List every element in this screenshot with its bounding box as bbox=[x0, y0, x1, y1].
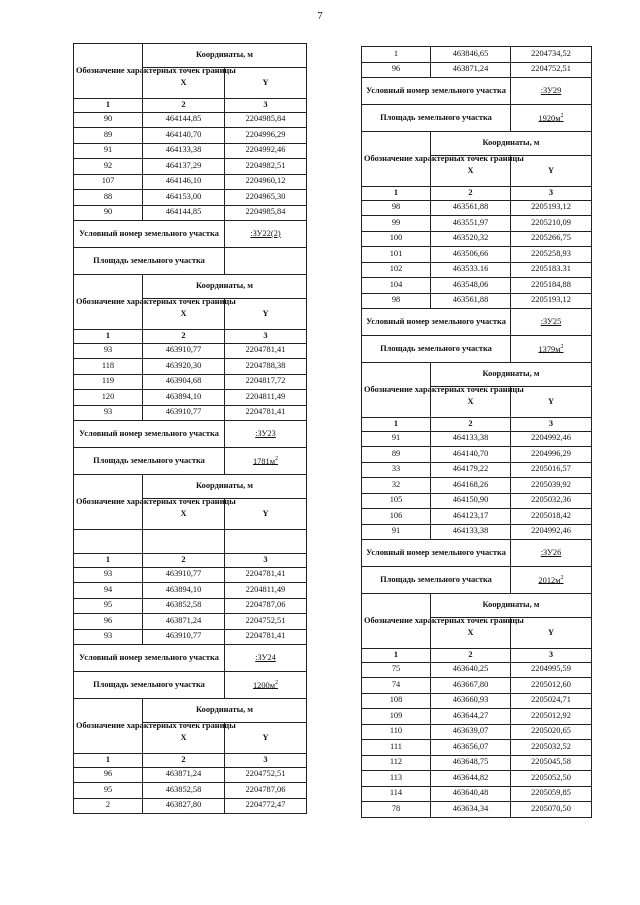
table-cell: 101 bbox=[362, 247, 431, 263]
table-header-row bbox=[74, 44, 307, 68]
table-row bbox=[362, 802, 592, 818]
table-cell: 98 bbox=[362, 293, 431, 309]
table-row bbox=[362, 462, 592, 478]
cond-number-row bbox=[362, 309, 592, 336]
table-cell: 1 bbox=[74, 330, 143, 344]
table-cell: 464168,26 bbox=[431, 478, 511, 494]
table-cell: 2204788,38 bbox=[225, 359, 307, 375]
table-row bbox=[74, 583, 307, 599]
table-row bbox=[74, 343, 307, 359]
table-cell: 2204811,49 bbox=[225, 583, 307, 599]
designation-header: Обозначение характерных точек границы bbox=[362, 132, 431, 187]
table-row bbox=[362, 493, 592, 509]
table-cell: 2204734,52 bbox=[511, 47, 592, 63]
table-row bbox=[74, 159, 307, 175]
table-cell: 2205032,52 bbox=[511, 740, 592, 756]
cond-number-label: Условный номер земельного участка bbox=[74, 421, 225, 448]
column-number-row bbox=[362, 418, 592, 432]
table-row bbox=[362, 509, 592, 525]
table-cell: 113 bbox=[362, 771, 431, 787]
area-value bbox=[225, 248, 307, 275]
area-label: Площадь земельного участка bbox=[74, 448, 225, 475]
table-row bbox=[362, 662, 592, 678]
table-cell: 464144,85 bbox=[143, 205, 225, 221]
table-row bbox=[74, 598, 307, 614]
table-cell: 32 bbox=[362, 478, 431, 494]
table-cell: 2204781,41 bbox=[225, 567, 307, 583]
coords-header: Координаты, м bbox=[431, 132, 592, 156]
table-cell: 463852,58 bbox=[143, 598, 225, 614]
table-cell: 90 bbox=[74, 112, 143, 128]
table-row bbox=[74, 783, 307, 799]
table-row bbox=[362, 47, 592, 63]
table-cell: 2204982,51 bbox=[225, 159, 307, 175]
table-header-row bbox=[362, 594, 592, 618]
table-cell: 463871,24 bbox=[431, 62, 511, 78]
y-header: Y bbox=[225, 723, 307, 754]
table-row bbox=[74, 629, 307, 645]
table-cell: 3 bbox=[511, 418, 592, 432]
area-value: $1200м^2$ bbox=[225, 672, 307, 699]
table-cell: 96 bbox=[362, 62, 431, 78]
table-cell: 464123,17 bbox=[431, 509, 511, 525]
table-cell: 1 bbox=[362, 187, 431, 201]
table-cell: 2204992,46 bbox=[511, 431, 592, 447]
y-header: Y bbox=[225, 68, 307, 99]
table-cell: 463644,27 bbox=[431, 709, 511, 725]
cond-number-value: :ЗУ24 bbox=[225, 645, 307, 672]
table-cell: 100 bbox=[362, 231, 431, 247]
table-cell: 93 bbox=[74, 567, 143, 583]
table-row bbox=[362, 709, 592, 725]
cond-number-label: Условный номер земельного участка bbox=[362, 309, 511, 336]
table-cell: 3 bbox=[511, 187, 592, 201]
table-row bbox=[362, 724, 592, 740]
table-cell: 2205183.31 bbox=[511, 262, 592, 278]
table-cell: 104 bbox=[362, 278, 431, 294]
table-cell: 463640,48 bbox=[431, 786, 511, 802]
table-cell: 2205210,09 bbox=[511, 216, 592, 232]
table-cell: 464133,38 bbox=[143, 143, 225, 159]
y-header: Y bbox=[225, 299, 307, 330]
area-row bbox=[362, 105, 592, 132]
x-header: X bbox=[143, 299, 225, 330]
table-cell bbox=[225, 530, 307, 554]
table-cell: 92 bbox=[74, 159, 143, 175]
table-row bbox=[362, 524, 592, 540]
right-coordinates-table bbox=[361, 46, 592, 818]
table-cell: 2205258,93 bbox=[511, 247, 592, 263]
table-cell: 2204752,51 bbox=[511, 62, 592, 78]
table-row bbox=[74, 767, 307, 783]
table-cell: 2204781,41 bbox=[225, 629, 307, 645]
table-cell: 463846,65 bbox=[431, 47, 511, 63]
area-label: Площадь земельного участка bbox=[362, 336, 511, 363]
table-cell: 1 bbox=[362, 47, 431, 63]
table-cell: 3 bbox=[225, 330, 307, 344]
area-row bbox=[362, 567, 592, 594]
table-cell: 463548,06 bbox=[431, 278, 511, 294]
table-cell: 1 bbox=[362, 649, 431, 663]
table-cell: 91 bbox=[74, 143, 143, 159]
table-cell: 463648,75 bbox=[431, 755, 511, 771]
table-cell: 463561,88 bbox=[431, 293, 511, 309]
table-cell: 2204781,41 bbox=[225, 405, 307, 421]
table-cell: 2205032,36 bbox=[511, 493, 592, 509]
table-cell: 102 bbox=[362, 262, 431, 278]
designation-header: Обозначение характерных точек границы bbox=[74, 44, 143, 99]
table-cell: 1 bbox=[74, 754, 143, 768]
table-cell: 464133,38 bbox=[431, 431, 511, 447]
table-cell: 463871,24 bbox=[143, 767, 225, 783]
table-header-row bbox=[74, 275, 307, 299]
table-row bbox=[362, 678, 592, 694]
table-cell: 463551,97 bbox=[431, 216, 511, 232]
table-cell: 108 bbox=[362, 693, 431, 709]
coords-header: Координаты, м bbox=[143, 475, 307, 499]
area-label: Площадь земельного участка bbox=[74, 672, 225, 699]
area-value: $1379м^2$ bbox=[511, 336, 592, 363]
table-row bbox=[74, 798, 307, 814]
table-cell: 2205024,71 bbox=[511, 693, 592, 709]
table-cell: 463561,88 bbox=[431, 200, 511, 216]
table-cell: 464146,10 bbox=[143, 174, 225, 190]
cond-number-row bbox=[74, 221, 307, 248]
table-cell: 2204817,72 bbox=[225, 374, 307, 390]
table-cell: 107 bbox=[74, 174, 143, 190]
table-cell: 2204996,29 bbox=[225, 128, 307, 144]
table-cell: 96 bbox=[74, 767, 143, 783]
designation-header: Обозначение характерных точек границы bbox=[362, 363, 431, 418]
table-cell: 463656,07 bbox=[431, 740, 511, 756]
table-cell: 95 bbox=[74, 783, 143, 799]
table-cell: 93 bbox=[74, 343, 143, 359]
table-cell: 464137,29 bbox=[143, 159, 225, 175]
table-row bbox=[362, 693, 592, 709]
table-row bbox=[362, 447, 592, 463]
table-row bbox=[362, 231, 592, 247]
table-cell: 91 bbox=[362, 431, 431, 447]
table-cell: 2204787,06 bbox=[225, 598, 307, 614]
table-cell: 105 bbox=[362, 493, 431, 509]
coords-header: Координаты, м bbox=[143, 44, 307, 68]
x-header: X bbox=[431, 387, 511, 418]
table-cell: 2204787,06 bbox=[225, 783, 307, 799]
table-cell: 464150,90 bbox=[431, 493, 511, 509]
coords-header: Координаты, м bbox=[431, 594, 592, 618]
coords-header: Координаты, м bbox=[143, 275, 307, 299]
table-row bbox=[362, 755, 592, 771]
table-cell: 2 bbox=[143, 554, 225, 568]
table-cell: 2 bbox=[143, 754, 225, 768]
table-cell: 463894,10 bbox=[143, 583, 225, 599]
table-cell: 2204985,84 bbox=[225, 205, 307, 221]
table-cell: 2205020,65 bbox=[511, 724, 592, 740]
table-header-row bbox=[74, 475, 307, 499]
blank-row bbox=[74, 530, 307, 554]
column-number-row bbox=[362, 187, 592, 201]
table-cell: 88 bbox=[74, 190, 143, 206]
table-cell: 2205070,50 bbox=[511, 802, 592, 818]
table-cell: 114 bbox=[362, 786, 431, 802]
cond-number-label: Условный номер земельного участка bbox=[362, 78, 511, 105]
table-cell: 2205266,75 bbox=[511, 231, 592, 247]
column-number-row bbox=[74, 99, 307, 113]
table-cell: 112 bbox=[362, 755, 431, 771]
table-row bbox=[74, 112, 307, 128]
table-cell: 463910,77 bbox=[143, 567, 225, 583]
table-cell: 2205045,58 bbox=[511, 755, 592, 771]
table-cell: 463634,34 bbox=[431, 802, 511, 818]
table-row bbox=[362, 247, 592, 263]
table-row bbox=[362, 786, 592, 802]
area-label: Площадь земельного участка bbox=[362, 105, 511, 132]
table-cell: 2 bbox=[431, 649, 511, 663]
table-cell: 2205012,92 bbox=[511, 709, 592, 725]
left-coordinates-table bbox=[73, 43, 307, 814]
table-cell: 91 bbox=[362, 524, 431, 540]
table-cell: 463852,58 bbox=[143, 783, 225, 799]
coords-header: Координаты, м bbox=[143, 699, 307, 723]
table-cell: 1 bbox=[74, 99, 143, 113]
table-row bbox=[74, 190, 307, 206]
table-cell: 463660,93 bbox=[431, 693, 511, 709]
table-header-row bbox=[362, 363, 592, 387]
table-cell: 2205193,12 bbox=[511, 293, 592, 309]
coords-header: Координаты, м bbox=[431, 363, 592, 387]
table-cell: 463910,77 bbox=[143, 629, 225, 645]
cond-number-row bbox=[74, 645, 307, 672]
table-cell: 3 bbox=[225, 554, 307, 568]
table-cell: 118 bbox=[74, 359, 143, 375]
table-cell: 2 bbox=[431, 187, 511, 201]
table-cell: 2204996,29 bbox=[511, 447, 592, 463]
table-row bbox=[362, 771, 592, 787]
table-cell: 464179,22 bbox=[431, 462, 511, 478]
table-cell: 2204995,59 bbox=[511, 662, 592, 678]
table-row bbox=[74, 390, 307, 406]
table-cell: 464140,70 bbox=[431, 447, 511, 463]
table-row bbox=[74, 567, 307, 583]
table-cell: 90 bbox=[74, 205, 143, 221]
table-cell: 463667,80 bbox=[431, 678, 511, 694]
designation-header: Обозначение характерных точек границы bbox=[74, 275, 143, 330]
table-cell: 2204752,51 bbox=[225, 614, 307, 630]
table-cell: 2 bbox=[143, 99, 225, 113]
x-header: X bbox=[143, 499, 225, 530]
y-header: Y bbox=[225, 499, 307, 530]
table-cell: 98 bbox=[362, 200, 431, 216]
table-cell: 2204960,12 bbox=[225, 174, 307, 190]
table-cell: 463894,10 bbox=[143, 390, 225, 406]
table-cell: 2204992,46 bbox=[225, 143, 307, 159]
table-cell: 74 bbox=[362, 678, 431, 694]
table-cell: 2204965,30 bbox=[225, 190, 307, 206]
cond-number-row bbox=[74, 421, 307, 448]
table-row bbox=[362, 278, 592, 294]
table-cell: 464144,85 bbox=[143, 112, 225, 128]
x-header: X bbox=[431, 618, 511, 649]
table-cell: 463639,07 bbox=[431, 724, 511, 740]
table-row bbox=[362, 293, 592, 309]
table-cell: 463910,77 bbox=[143, 405, 225, 421]
cond-number-value: :ЗУ26 bbox=[511, 540, 592, 567]
table-cell: 2204985,84 bbox=[225, 112, 307, 128]
y-header: Y bbox=[511, 618, 592, 649]
table-cell: 106 bbox=[362, 509, 431, 525]
table-cell: 464153,00 bbox=[143, 190, 225, 206]
table-cell: 111 bbox=[362, 740, 431, 756]
table-cell: 464140,70 bbox=[143, 128, 225, 144]
area-row bbox=[74, 248, 307, 275]
table-row bbox=[74, 405, 307, 421]
table-cell: 463520,32 bbox=[431, 231, 511, 247]
table-cell: 463640,25 bbox=[431, 662, 511, 678]
area-value: $1920м^2$ bbox=[511, 105, 592, 132]
cond-number-label: Условный номер земельного участка bbox=[74, 645, 225, 672]
table-cell: 75 bbox=[362, 662, 431, 678]
area-value: $1781м^2$ bbox=[225, 448, 307, 475]
table-cell: 3 bbox=[225, 99, 307, 113]
page-number: 7 bbox=[317, 10, 323, 22]
table-cell: 33 bbox=[362, 462, 431, 478]
table-cell: 1 bbox=[362, 418, 431, 432]
table-header-row bbox=[362, 132, 592, 156]
table-row bbox=[362, 262, 592, 278]
table-cell: 93 bbox=[74, 405, 143, 421]
area-row bbox=[74, 672, 307, 699]
table-cell: 78 bbox=[362, 802, 431, 818]
table-header-row bbox=[74, 699, 307, 723]
table-row bbox=[362, 431, 592, 447]
table-cell: 463920,30 bbox=[143, 359, 225, 375]
cond-number-row bbox=[362, 78, 592, 105]
table-cell bbox=[143, 530, 225, 554]
table-cell: 109 bbox=[362, 709, 431, 725]
table-cell: 120 bbox=[74, 390, 143, 406]
column-number-row bbox=[362, 649, 592, 663]
table-row bbox=[74, 143, 307, 159]
table-cell: 94 bbox=[74, 583, 143, 599]
cond-number-label: Условный номер земельного участка bbox=[362, 540, 511, 567]
table-cell: 463910,77 bbox=[143, 343, 225, 359]
table-cell: 99 bbox=[362, 216, 431, 232]
table-cell: 1 bbox=[74, 554, 143, 568]
cond-number-value: :ЗУ25 bbox=[511, 309, 592, 336]
table-cell: 2205012,60 bbox=[511, 678, 592, 694]
table-cell: 2205016,57 bbox=[511, 462, 592, 478]
column-number-row bbox=[74, 330, 307, 344]
designation-header: Обозначение характерных точек границы bbox=[74, 699, 143, 754]
designation-header: Обозначение характерных точек границы bbox=[74, 475, 143, 530]
table-row bbox=[74, 174, 307, 190]
table-cell: 2205193,12 bbox=[511, 200, 592, 216]
y-header: Y bbox=[511, 387, 592, 418]
table-cell: 463533.16 bbox=[431, 262, 511, 278]
table-cell: 96 bbox=[74, 614, 143, 630]
cond-number-value: :ЗУ22(2) bbox=[225, 221, 307, 248]
table-cell: 2205039,92 bbox=[511, 478, 592, 494]
x-header: X bbox=[431, 156, 511, 187]
table-row bbox=[362, 200, 592, 216]
table-row bbox=[362, 216, 592, 232]
table-cell: 2204781,41 bbox=[225, 343, 307, 359]
table-cell bbox=[74, 530, 143, 554]
table-row bbox=[74, 374, 307, 390]
table-cell: 2204752,51 bbox=[225, 767, 307, 783]
table-row bbox=[362, 478, 592, 494]
table-cell: 3 bbox=[225, 754, 307, 768]
table-cell: 2205052,50 bbox=[511, 771, 592, 787]
area-row bbox=[74, 448, 307, 475]
table-cell: 3 bbox=[511, 649, 592, 663]
table-cell: 463827,80 bbox=[143, 798, 225, 814]
cond-number-row bbox=[362, 540, 592, 567]
cond-number-label: Условный номер земельного участка bbox=[74, 221, 225, 248]
table-cell: 2 bbox=[143, 330, 225, 344]
table-cell: 2205059,85 bbox=[511, 786, 592, 802]
area-value: $2012м^2$ bbox=[511, 567, 592, 594]
table-cell: 463644,82 bbox=[431, 771, 511, 787]
table-row bbox=[74, 205, 307, 221]
table-cell: 463506,66 bbox=[431, 247, 511, 263]
designation-header: Обозначение характерных точек границы bbox=[362, 594, 431, 649]
cond-number-value: :ЗУ29 bbox=[511, 78, 592, 105]
table-cell: 89 bbox=[362, 447, 431, 463]
table-cell: 463871,24 bbox=[143, 614, 225, 630]
table-row bbox=[362, 62, 592, 78]
table-row bbox=[362, 740, 592, 756]
table-cell: 110 bbox=[362, 724, 431, 740]
area-row bbox=[362, 336, 592, 363]
area-label: Площадь земельного участка bbox=[74, 248, 225, 275]
column-number-row bbox=[74, 554, 307, 568]
area-label: Площадь земельного участка bbox=[362, 567, 511, 594]
table-cell: 2204811,49 bbox=[225, 390, 307, 406]
table-cell: 2 bbox=[74, 798, 143, 814]
table-cell: 119 bbox=[74, 374, 143, 390]
table-cell: 95 bbox=[74, 598, 143, 614]
table-cell: 93 bbox=[74, 629, 143, 645]
table-cell: 2 bbox=[431, 418, 511, 432]
cond-number-value: :ЗУ23 bbox=[225, 421, 307, 448]
table-row bbox=[74, 359, 307, 375]
column-number-row bbox=[74, 754, 307, 768]
table-row bbox=[74, 614, 307, 630]
table-cell: 464133,38 bbox=[431, 524, 511, 540]
table-cell: 2205184,88 bbox=[511, 278, 592, 294]
table-cell: 89 bbox=[74, 128, 143, 144]
x-header: X bbox=[143, 68, 225, 99]
table-cell: 2204772,47 bbox=[225, 798, 307, 814]
table-row bbox=[74, 128, 307, 144]
x-header: X bbox=[143, 723, 225, 754]
y-header: Y bbox=[511, 156, 592, 187]
table-cell: 2204992,46 bbox=[511, 524, 592, 540]
table-cell: 2205018,42 bbox=[511, 509, 592, 525]
table-cell: 463904,68 bbox=[143, 374, 225, 390]
